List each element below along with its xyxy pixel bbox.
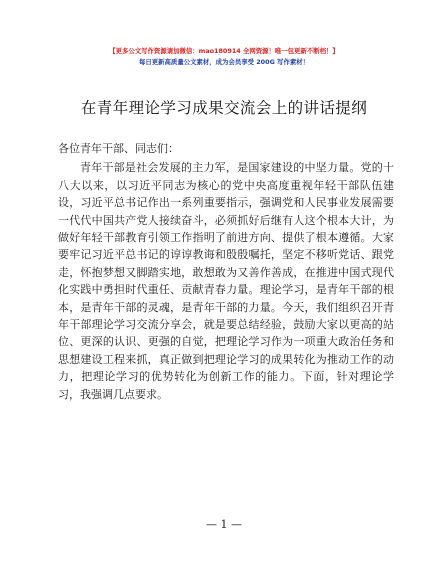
- promo-banner-line1: 【更多公文写作资源请加微信：mao180914 全网资源！唯一包更新不断档！】: [109, 47, 339, 55]
- promo-banner: [0, 46, 448, 68]
- salutation: 各位青年干部、同志们：: [58, 142, 179, 155]
- document-title: 在青年理论学习成果交流会上的讲话提纲: [80, 99, 368, 117]
- document-body: [58, 140, 394, 403]
- body-paragraph: 青年干部是社会发展的主力军，是国家建设的中坚力量。党的十八大以来，以习近平同志为核心的党中央高度重视年轻干部队伍建设，习近平总书记作出一系列重要指示，强调党和人民事业发展需要一代代中国共产党人接续奋斗，必须抓好后继有人这个根本大计，为做好年轻干部教育引领工作指明了前进方向、提供了根本遵循。大家要牢记习近平总书记的谆谆教诲和殷殷嘱托，坚定不移听党话、跟党走，怀抱梦想又脚踏实地，敢想敢为又善作善成，在推进中国式现代化实践中勇担时代重任、贡献青春力量。理论学习，是青年干部的根本，是青年干部的灵魂，是青年干部的力量。今天，我们组织召开青年干部理论学习交流分享会，就是要总结经验，鼓励大家以更高的站位、更深的认识、更强的自觉，把理论学习作为一项重大政治任务和思想建设工程来抓，真正做到把理论学习的成果转化为推动工作的动力，把理论学习的优势转化为创新工作的能力。下面，针对理论学习，我强调几点要求。: [58, 161, 394, 401]
- promo-banner-line2: 每日更新高质量公文素材，成为会员享受 200G 写作素材！: [138, 58, 310, 66]
- page-number: — 1 —: [206, 518, 242, 531]
